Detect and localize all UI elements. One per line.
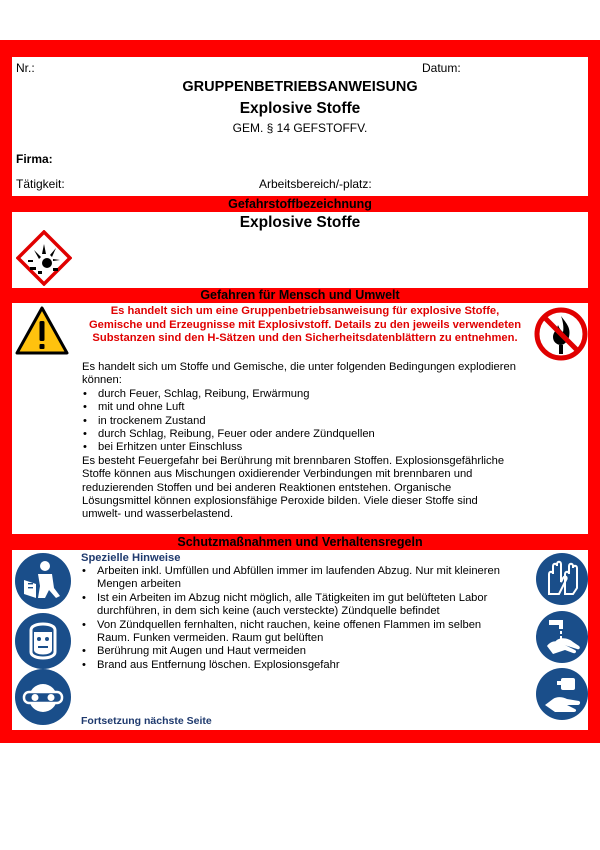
continuation-note: Fortsetzung nächste Seite	[81, 715, 212, 727]
no-open-flame-icon	[534, 304, 588, 364]
gefahrstoff-box	[12, 212, 588, 288]
ghs-explosive-icon	[16, 230, 72, 286]
list-item: • Arbeiten inkl. Umfüllen und Abfüllen immer im laufenden Abzug. Nur mit kleineren Mengen arbeiten	[81, 565, 533, 592]
list-item: • Berührung mit Augen und Haut vermeiden	[81, 645, 533, 658]
hazard-description	[82, 361, 532, 522]
measures-list	[81, 565, 533, 672]
read-instructions-icon	[14, 552, 72, 610]
substance-name: Explosive Stoffe	[239, 214, 361, 231]
page-title: GRUPPENBETRIEBSANWEISUNG	[182, 79, 418, 95]
datum-label: Datum:	[422, 61, 461, 75]
arbeitsbereich-label: Arbeitsbereich/-platz:	[259, 177, 372, 191]
details-line: Stoffe können aus Mischungen oxidierender Verbindungen mit brennbaren und	[82, 468, 473, 481]
intro-line: Es handelt sich um Stoffe und Gemische, die unter folgenden Bedingungen explodieren	[82, 361, 516, 373]
legal-reference: GEM. § 14 GEFSTOFFV.	[232, 121, 368, 135]
section-heading-schutz: Schutzmaßnahmen und Verhaltensregeln	[177, 535, 423, 549]
special-notes-heading: Spezielle Hinweise	[81, 552, 181, 564]
warning-text	[74, 305, 536, 346]
list-item: • Von Zündquellen fernhalten, nicht rauchen, keine offenen Flammen im selben Raum. Funken vermeiden. Raum gut belüften	[81, 619, 533, 646]
schutz-box	[12, 550, 588, 730]
face-shield-icon	[14, 612, 72, 670]
list-item: • Brand aus Entfernung löschen. Explosionsgefahr	[81, 659, 533, 672]
list-item: • durch Schlag, Reibung, Feuer oder andere Zündquellen	[82, 428, 532, 441]
section-heading-gefahren: Gefahren für Mensch und Umwelt	[200, 288, 400, 302]
intro-line: können:	[82, 374, 122, 387]
warning-line: Gemische und Erzeugnisse mit Explosivstoff. Details zu den jeweils verwendeten	[88, 318, 522, 331]
safety-goggles-icon	[14, 668, 72, 726]
list-item: • in trockenem Zustand	[82, 415, 532, 428]
list-item: • bei Erhitzen unter Einschluss	[82, 441, 532, 454]
skin-protection-icon	[535, 667, 589, 721]
section-heading-gefahrstoff: Gefahrstoffbezeichnung	[228, 197, 372, 211]
header-box	[12, 57, 588, 196]
details-line: Es besteht Feuergefahr bei Berührung mit brennbaren Stoffen. Explosionsgefährliche	[82, 454, 505, 467]
conditions-list	[82, 388, 532, 455]
gefahren-box	[12, 303, 588, 534]
page-subtitle: Explosive Stoffe	[239, 100, 361, 117]
protective-gloves-icon	[535, 552, 589, 606]
list-item: • durch Feuer, Schlag, Reibung, Erwärmung	[82, 388, 532, 401]
warning-triangle-icon	[15, 306, 69, 356]
list-item: • mit und ohne Luft	[82, 401, 532, 414]
wash-hands-icon	[535, 610, 589, 664]
warning-line: Es handelt sich um eine Gruppenbetriebsanweisung für explosive Stoffe,	[110, 305, 500, 317]
details-line: Lösungsmittel können explosionsfähige Peroxide bilden. Viele dieser Stoffe sind	[82, 495, 478, 508]
details-line: umwelt- und wasserbelastend.	[82, 508, 234, 521]
firma-label: Firma:	[16, 152, 53, 166]
warning-line: Substanzen sind den H-Sätzen und den Sicherheitsdatenblättern zu entnehmen.	[92, 332, 518, 345]
taetigkeit-label: Tätigkeit:	[16, 177, 65, 191]
list-item: • Ist ein Arbeiten im Abzug nicht möglich, alle Tätigkeiten im gut belüfteten Labor durchführen, in dem sich keine (auch versteckte) Zündquelle befindet	[81, 592, 533, 619]
details-line: reduzierenden Stoffen und bei anderen Reaktionen entstehen. Organische	[82, 481, 452, 494]
nr-label: Nr.:	[16, 61, 35, 75]
